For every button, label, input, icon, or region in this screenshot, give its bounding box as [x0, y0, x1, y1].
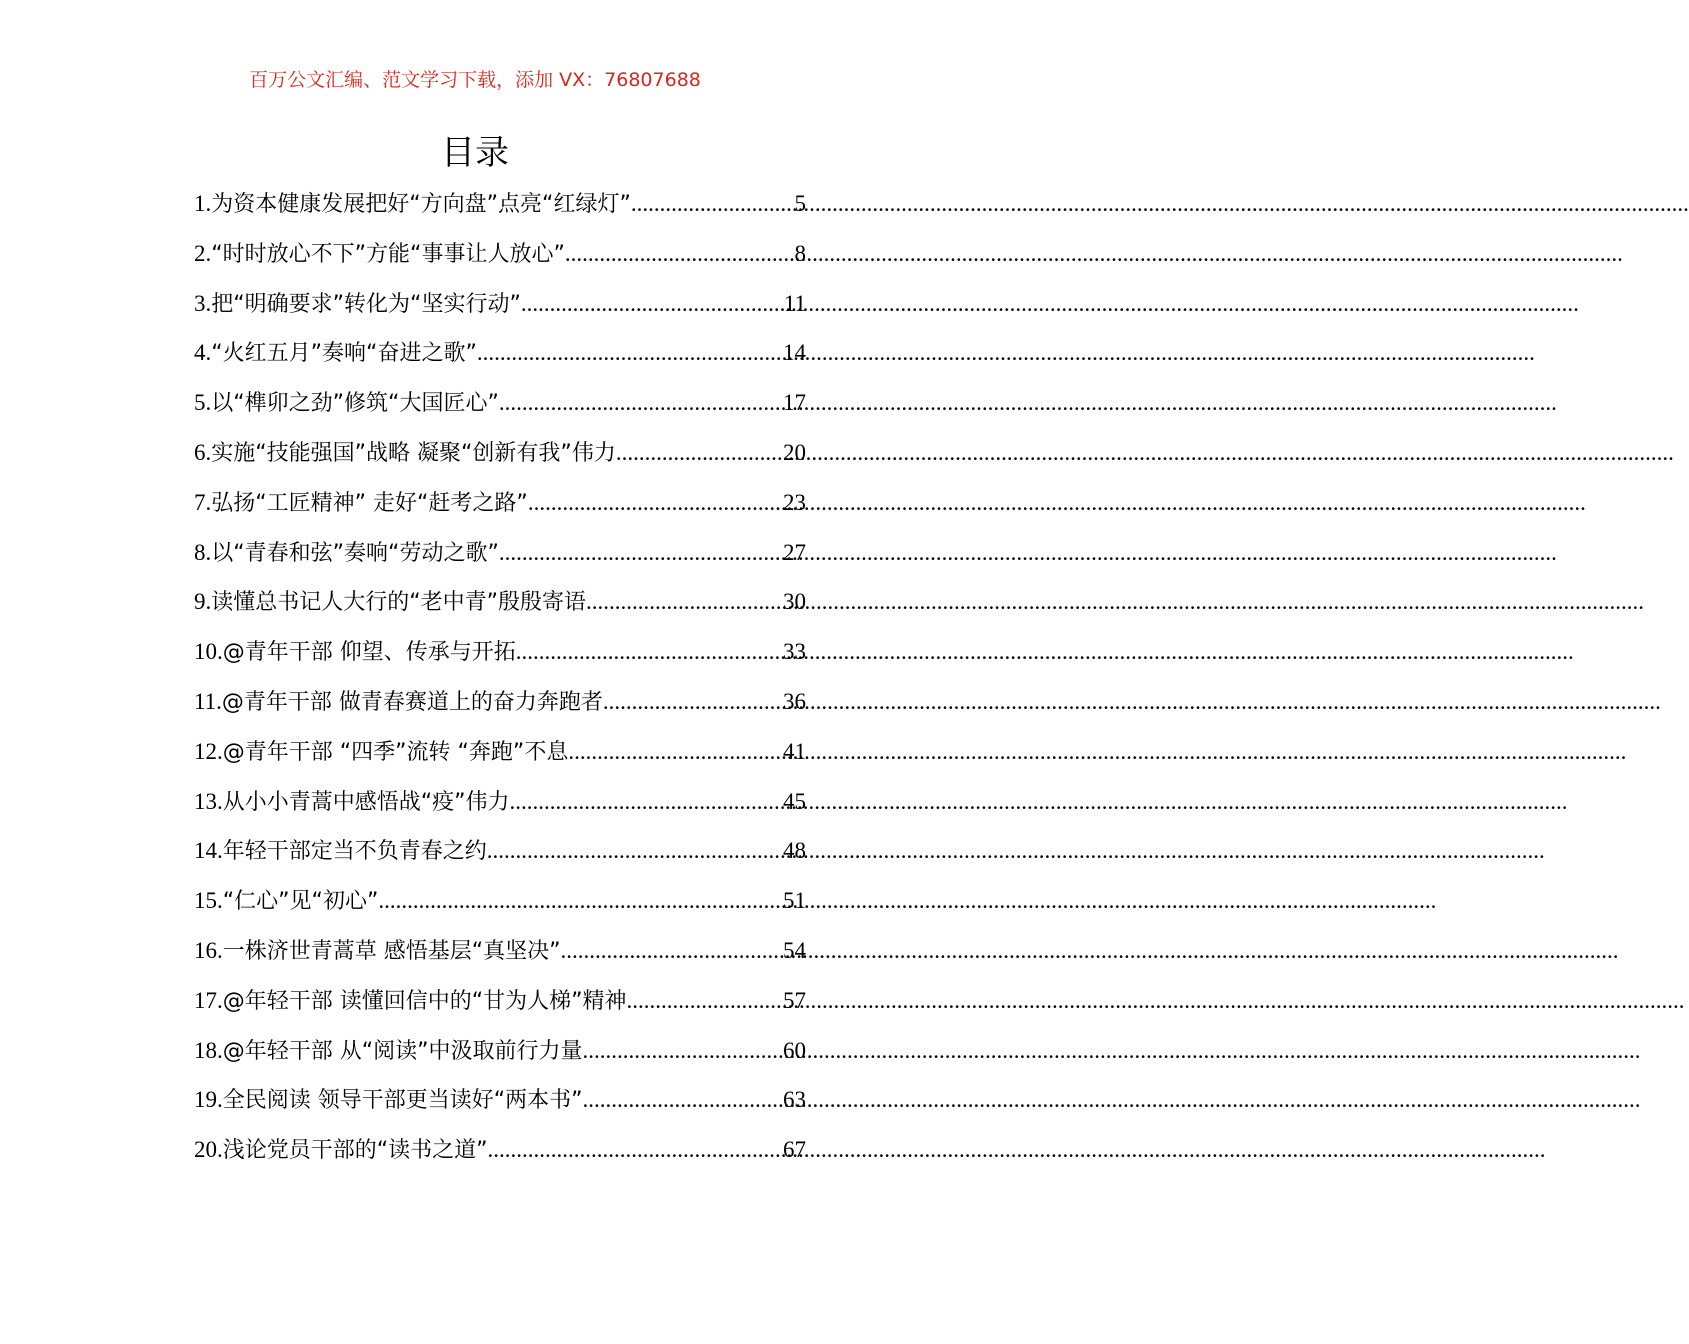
toc-entry-number: 2. [194, 240, 212, 266]
toc-entry-title: 弘扬“工匠精神” 走好“赶考之路” [211, 490, 528, 516]
toc-entry-page: 11 [783, 290, 806, 316]
toc-entry-page: 30 [783, 589, 806, 615]
toc-entry-number: 5. [194, 390, 212, 416]
toc-entry-number: 14. [194, 838, 223, 864]
toc-entry-page: 67 [783, 1137, 806, 1163]
toc-entry-title: 为资本健康发展把好“方向盘”点亮“红绿灯” [211, 192, 631, 217]
toc-leader-dots [521, 284, 784, 324]
toc-entry-title: “仁心”见“初心” [222, 889, 379, 915]
toc-entry-page: 57 [783, 987, 806, 1013]
toc-entry-page: 48 [783, 838, 806, 864]
toc-leader-dots [627, 981, 783, 1021]
toc-entry[interactable] [194, 1080, 806, 1130]
toc-entry-number: 7. [194, 489, 212, 515]
toc-entry-title: 年轻干部定当不负青春之约 [222, 839, 487, 865]
toc-entry-title: “火红五月”奏响“奋进之歌” [211, 341, 477, 367]
toc-entry-page: 17 [783, 390, 806, 416]
toc-entry-title: 实施“技能强国”战略 凝聚“创新有我”伟力 [211, 440, 616, 466]
toc-entry[interactable] [194, 284, 806, 334]
toc-entry[interactable] [194, 383, 806, 433]
toc-entry[interactable] [194, 582, 806, 632]
toc-entry-number: 8. [194, 539, 212, 565]
toc-entry-page: 20 [783, 439, 806, 465]
toc-entry-page: 5 [794, 191, 806, 216]
toc-entry-title: @青年干部 仰望、传承与开拓 [222, 640, 516, 666]
toc-entry-page: 54 [783, 937, 806, 963]
toc-entry-title: 把“明确要求”转化为“坚实行动” [211, 291, 521, 317]
toc-entry-number: 6. [194, 439, 212, 465]
toc-entry[interactable] [194, 533, 806, 583]
toc-leader-dots [603, 682, 783, 722]
toc-entry-number: 10. [194, 639, 223, 665]
toc-entry-page: 41 [783, 738, 806, 764]
toc-entry[interactable] [194, 632, 806, 682]
toc-entry-title: 全民阅读 领导干部更当读好“两本书” [222, 1088, 583, 1114]
toc-entry-page: 45 [783, 788, 806, 814]
header-notice: 百万公文汇编、范文学习下载，添加 VX：76807688 [249, 69, 701, 91]
toc-entry-title: “时时放心不下”方能“事事让人放心” [211, 241, 565, 267]
toc-entry[interactable] [194, 483, 806, 533]
toc-entry-page: 51 [783, 888, 806, 914]
toc-entry-number: 19. [194, 1087, 223, 1113]
toc-leader-dots [583, 1080, 783, 1120]
toc-entry-page: 14 [783, 340, 806, 366]
toc-entry-number: 9. [194, 589, 212, 615]
toc-entry-number: 3. [194, 290, 212, 316]
toc-entry-title: @青年干部 “四季”流转 “奔跑”不息 [222, 739, 569, 765]
toc-leader-dots [583, 1031, 783, 1071]
toc-entry[interactable] [194, 682, 806, 732]
toc-leader-dots [487, 831, 783, 871]
toc-entry[interactable] [194, 333, 806, 383]
toc-entry[interactable] [194, 881, 806, 931]
toc-entry[interactable] [194, 732, 806, 782]
toc-leader-dots [510, 782, 783, 822]
toc-entry-page: 60 [783, 1037, 806, 1063]
toc-leader-dots [477, 333, 783, 373]
toc-entry[interactable] [194, 981, 806, 1031]
toc-leader-dots [586, 582, 783, 622]
toc-leader-dots [378, 881, 783, 921]
toc-leader-dots [561, 931, 783, 971]
toc-entry-number: 15. [194, 888, 223, 914]
toc-entry-title: 读懂总书记人大行的“老中青”殷殷寄语 [211, 590, 587, 616]
toc-entry-number: 11. [194, 688, 222, 714]
toc-entry[interactable] [194, 831, 806, 881]
toc-entry-page: 63 [783, 1087, 806, 1113]
toc-entry[interactable] [194, 1130, 806, 1180]
toc-entry-title: @青年干部 做青春赛道上的奋力奔跑者 [221, 689, 603, 715]
toc-entry-number: 16. [194, 937, 223, 963]
page-title: 目录 [441, 133, 509, 173]
toc-entry-number: 13. [194, 788, 223, 814]
toc-entry-page: 8 [794, 240, 806, 266]
toc-entry[interactable] [194, 234, 806, 284]
toc-entry[interactable] [194, 1031, 806, 1081]
toc-leader-dots [568, 732, 783, 772]
toc-entry[interactable] [194, 184, 806, 234]
toc-entry-page: 23 [783, 489, 806, 515]
toc-entry-title: 以“榫卯之劲”修筑“大国匠心” [211, 391, 499, 417]
toc-leader-dots [528, 483, 783, 523]
toc-leader-dots [488, 1130, 783, 1170]
toc-entry-page: 33 [783, 639, 806, 665]
toc-leader-dots [499, 533, 783, 573]
toc-leader-dots [631, 184, 795, 224]
toc-entry[interactable] [194, 782, 806, 832]
toc-entry-number: 20. [194, 1137, 223, 1163]
toc-entry-page: 36 [783, 688, 806, 714]
toc-entry[interactable] [194, 931, 806, 981]
toc-entry[interactable] [194, 433, 806, 483]
toc-leader-dots [499, 383, 783, 423]
toc-entry-number: 1. [194, 191, 212, 216]
toc-entry-title: @年轻干部 从“阅读”中汲取前行力量 [222, 1038, 583, 1064]
toc-entry-title: 从小小青蒿中感悟战“疫”伟力 [222, 789, 510, 815]
toc-entry-title: 以“青春和弦”奏响“劳动之歌” [211, 540, 499, 566]
toc-entry-number: 18. [194, 1037, 223, 1063]
toc-leader-dots [516, 632, 783, 672]
toc-entry-number: 12. [194, 738, 223, 764]
toc-entry-title: 一株济世青蒿草 感悟基层“真坚决” [222, 938, 561, 964]
toc-entry-title: 浅论党员干部的“读书之道” [222, 1138, 488, 1164]
toc-entry-number: 17. [194, 987, 223, 1013]
toc-leader-dots [565, 234, 795, 274]
table-of-contents [194, 184, 806, 1180]
toc-entry-number: 4. [194, 340, 212, 366]
toc-leader-dots [616, 433, 783, 473]
toc-entry-page: 27 [783, 539, 806, 565]
toc-entry-title: @年轻干部 读懂回信中的“甘为人梯”精神 [222, 988, 627, 1014]
